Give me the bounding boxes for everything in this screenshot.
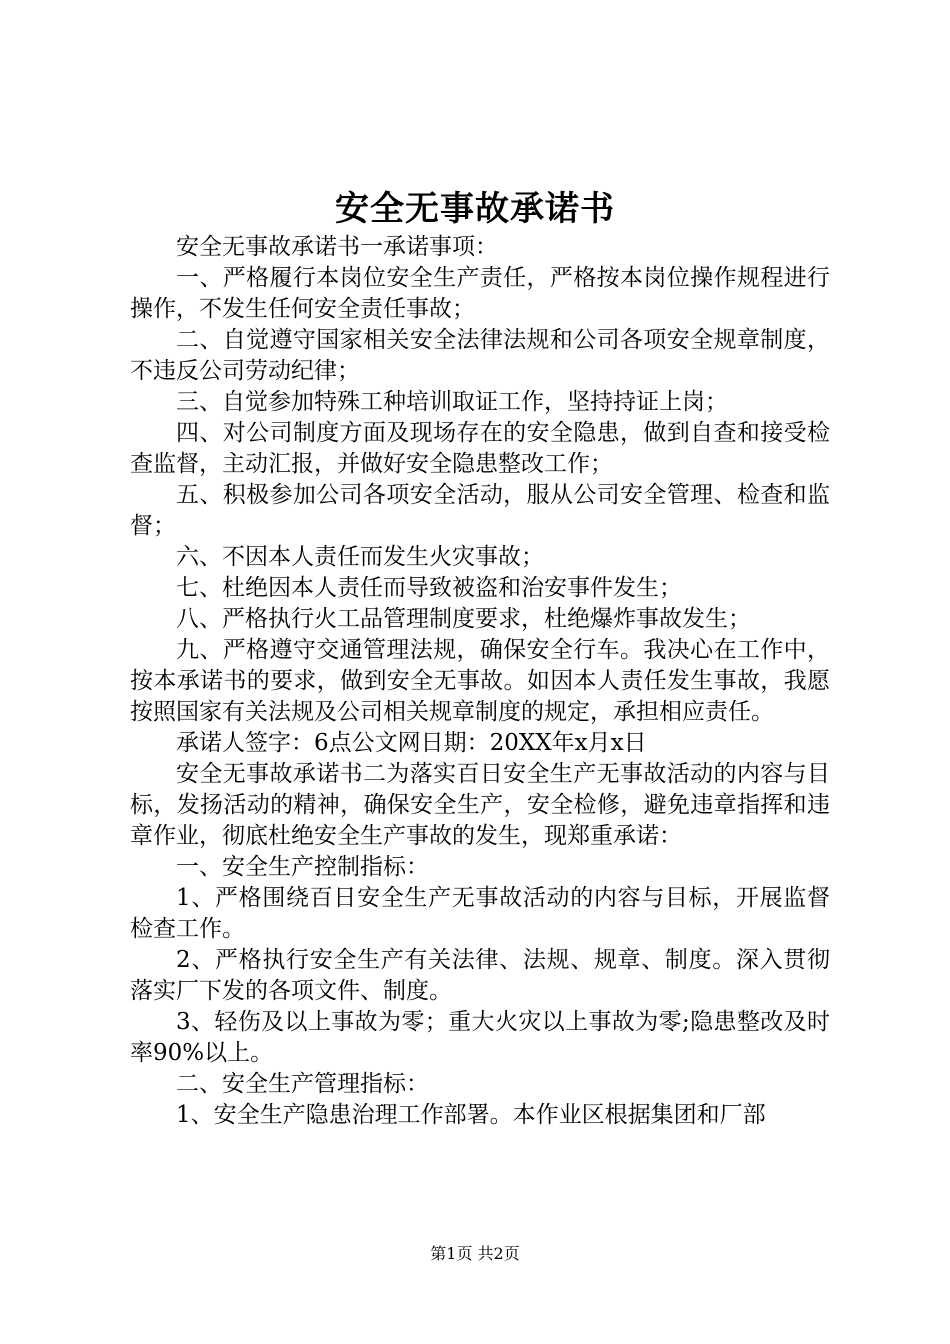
paragraph: 安全无事故承诺书一承诺事项： <box>176 234 498 260</box>
signature-line: 承诺人签字：6点公文网日期：20XX年x月x日 <box>176 730 647 756</box>
paragraph: 二、自觉遵守国家相关安全法律法规和公司各项安全规章制度，不违反公司劳动纪律； <box>130 327 830 384</box>
paragraph: 九、严格遵守交通管理法规，确保安全行车。我决心在工作中，按本承诺书的要求，做到安全无事故。如因本人责任发生事故，我愿按照国家有关法规及公司相关规章制度的规定，承担相应责任。 <box>130 637 830 725</box>
document-title: 安全无事故承诺书 <box>335 189 615 229</box>
paragraph: 2、严格执行安全生产有关法律、法规、规章、制度。深入贯彻落实厂下发的各项文件、制度。 <box>130 947 830 1004</box>
document-body <box>130 232 830 1131</box>
page-footer: 第1页 共2页 <box>430 1244 520 1263</box>
paragraph: 四、对公司制度方面及现场存在的安全隐患，做到自查和接受检查监督，主动汇报，并做好安全隐患整改工作； <box>130 420 830 477</box>
section-heading: 二、安全生产管理指标： <box>176 1071 429 1097</box>
paragraph: 八、严格执行火工品管理制度要求，杜绝爆炸事故发生； <box>176 606 751 632</box>
paragraph: 1、严格围绕百日安全生产无事故活动的内容与目标，开展监督检查工作。 <box>130 885 830 942</box>
paragraph: 3、轻伤及以上事故为零；重大火灾以上事故为零;隐患整改及时率90%以上。 <box>130 1009 830 1066</box>
section-heading: 一、安全生产控制指标： <box>176 854 429 880</box>
paragraph: 一、严格履行本岗位安全生产责任，严格按本岗位操作规程进行操作，不发生任何安全责任事故； <box>130 265 830 322</box>
paragraph: 1、安全生产隐患治理工作部署。本作业区根据集团和厂部 <box>176 1102 766 1128</box>
paragraph: 三、自觉参加特殊工种培训取证工作，坚持持证上岗； <box>176 389 728 415</box>
paragraph: 七、杜绝因本人责任而导致被盗和治安事件发生； <box>176 575 682 601</box>
paragraph: 安全无事故承诺书二为落实百日安全生产无事故活动的内容与目标，发扬活动的精神，确保安全生产，安全检修，避免违章指挥和违章作业，彻底杜绝安全生产事故的发生，现郑重承诺： <box>130 761 830 849</box>
paragraph: 六、不因本人责任而发生火灾事故； <box>176 544 544 570</box>
paragraph: 五、积极参加公司各项安全活动，服从公司安全管理、检查和监督； <box>130 482 830 539</box>
